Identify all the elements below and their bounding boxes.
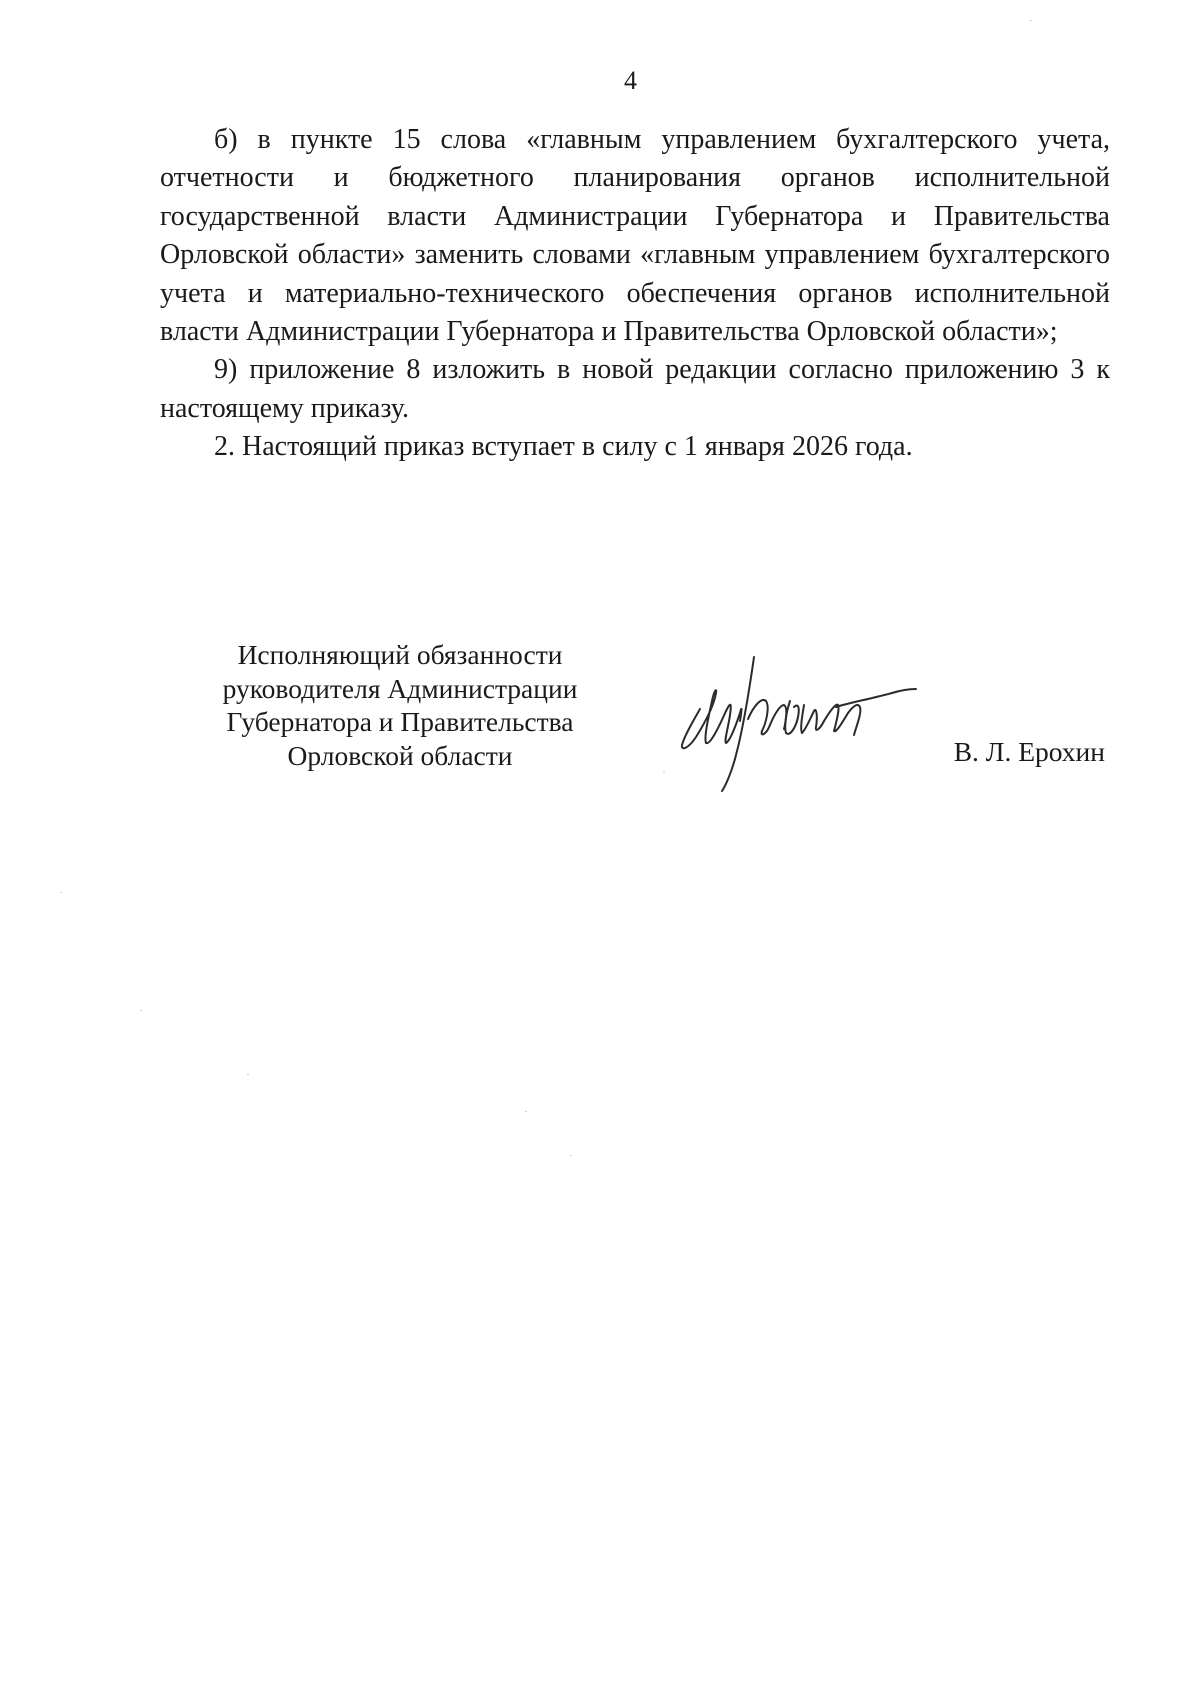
signatory-position	[200, 638, 600, 772]
scan-speck	[570, 1155, 572, 1156]
paragraph-item-9: 9) приложение 8 изложить в новой редакции согласно приложению 3 к настоящему приказу.	[160, 354, 1110, 424]
scan-speck	[60, 892, 62, 893]
scan-speck	[247, 1074, 249, 1075]
handwritten-signature	[670, 645, 930, 795]
scan-speck	[663, 771, 665, 772]
signatory-position-line: Исполняющий обязанности	[237, 639, 563, 670]
scan-speck	[1030, 20, 1032, 21]
document-body	[160, 121, 1110, 467]
signer-name: В. Л. Ерохин	[953, 736, 1105, 767]
signatory-position-line: Губернатора и Правительства	[226, 706, 574, 737]
signatory-position-line: руководителя Администрации	[222, 672, 578, 704]
paragraph-item-b: б) в пункте 15 слова «главным управлением бухгалтерского учета, отчетности и бюджетного планирования органов исполнительной государственной власти Администрации Губернатора и Правительства Орловской области» заменить словами «главным управлением бухгалтерского учета и материально-технического обеспечения органов исполнительной власти Администрации Губернатора и Правительства Орловской области»;	[160, 124, 1110, 348]
scan-speck	[525, 1111, 527, 1112]
scan-speck	[140, 1010, 142, 1011]
page-number: 4	[624, 66, 637, 95]
paragraph-item-2: 2. Настоящий приказ вступает в силу с 1 января 2026 года.	[214, 431, 913, 463]
signatory-position-line: Орловской области	[287, 739, 513, 771]
